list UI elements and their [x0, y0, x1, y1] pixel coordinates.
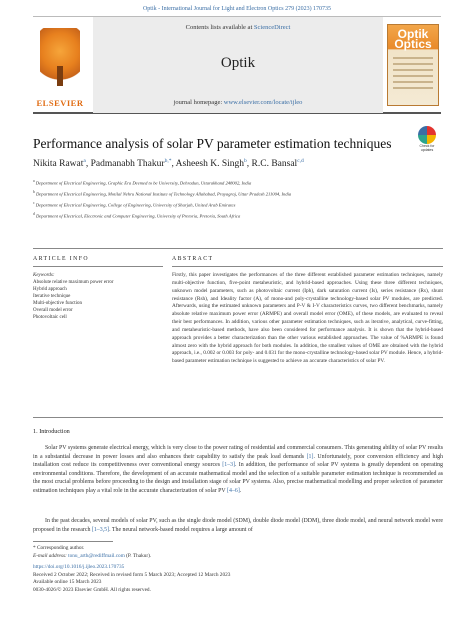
journal-header — [33, 16, 441, 114]
author-affil-mark[interactable]: a — [83, 158, 86, 164]
abstract-text: Firstly, this paper investigates the performances of the three different established parameter estimation techniques, namely multi-objective function, five-point metaheuristic, and hybrid-based approaches. Using these three different techniques, unknown model parameters, such as photovoltaic current (Iph), dark saturation current (Is), series resistance (Rs), shunt resistance (Rsh), and Ideality factor (A), of mono-and poly-crystalline technology-based solar PV modules, are predicted. Afterwards, using the estimated unknown parameters and P-V & I-V characteristics curves, two different benchmarks, namely absolute relative maximum power error (ARMPE) and overall model error (OME), of these models, are evaluated to reveal their best performances. In addition, various other parameter estimation techniques, such as iterative, analytical, curve-fitting, and metaheuristic-based methods, have also been considered for performance analysis. It is shown that the hybrid-based approach provides a better characterization than the other various established approaches. The value of %ARMPE is found almost zero with the hybrid approach for both modules. In addition, the smallest values of OME are obtained with the hybrid approach, i.e., 0.002 or 0.003 for poly- and 0.031 for the mono-crystalline technology-based solar PV module. Hence, a hybrid-based parameter estimation technique is suggested to achieve an accurate characteristics of solar PV. — [172, 272, 443, 365]
author-affil-mark[interactable]: b,* — [164, 158, 172, 164]
contents-line — [93, 24, 383, 31]
intro-paragraph-1 — [33, 444, 443, 496]
author-list: Nikita Rawat$^a$, Padmanabh Thakur$^{b,*}$, Asheesh K. Singh$^b$, R.C. Bansal$^{c,d}$ — [33, 158, 304, 170]
author-name[interactable]: Nikita Rawat — [33, 159, 84, 170]
affiliation-text: Department of Electrical Engineering, College of Engineering, University of Sharjah, United Arab Emirates — [35, 202, 236, 208]
affiliation-item — [33, 177, 443, 188]
divider-top — [33, 248, 443, 249]
homepage-prefix: journal homepage: — [173, 99, 224, 106]
affiliation-text: Department of Electrical Engineering, Motilal Nehru National Institute of Technology Allahabad, Prayagraj, Uttar Pradesh 211004, India — [35, 191, 292, 197]
introduction-heading: 1. Introduction — [33, 428, 70, 435]
author-name[interactable]: Padmanabh Thakur — [90, 159, 165, 170]
affiliation-mark: a — [33, 179, 35, 183]
crossmark-icon — [418, 126, 436, 144]
author-affil-mark[interactable]: c,d — [297, 158, 304, 164]
paragraph-text: Solar PV systems generate electrical energy, which is very close to the power rating of residential and commercial consumers. This generating ability of solar PV results in a substantial decrease in power losses and also enhances their capability to satisfy the peak load demands — [33, 445, 443, 460]
corresponding-author-note: * Corresponding author. — [33, 545, 85, 551]
keywords-block — [33, 272, 163, 321]
citation-link[interactable]: [1–3,5] — [91, 526, 110, 533]
citation-link[interactable]: [1] — [306, 453, 314, 460]
doi-link[interactable]: https://doi.org/10.1016/j.ijleo.2023.170735 — [33, 564, 125, 571]
affiliation-text: Department of Electrical Engineering, Graphic Era Deemed to be University, Dehradun, Uttarakhand 248002, India — [35, 180, 252, 186]
footnote-divider — [33, 541, 113, 542]
article-title: Performance analysis of solar PV parameter estimation techniques — [33, 136, 392, 151]
affiliation-item — [33, 188, 443, 199]
article-info-heading: ARTICLE INFO — [33, 256, 89, 262]
paragraph-text: . The neural network-based model requires a large amount of — [109, 526, 253, 533]
keyword-item: Hybrid approach — [33, 287, 67, 292]
affiliation-item — [33, 199, 443, 210]
paragraph-text: In the past decades, several models of solar PV, such as the single diode model (SDM), double diode model (DDM), three diode model, and neural network model were proposed in the research — [33, 518, 443, 533]
contents-prefix: Contents lists available at — [185, 24, 254, 31]
keyword-item: Iterative technique — [33, 294, 71, 299]
paragraph-text: . Unfortunately, poor conversion efficiency and high installation cost reduce its competitiveness over conventional energy sources — [33, 453, 443, 469]
email-label: E-mail address: — [33, 552, 69, 559]
author-name[interactable]: R.C. Bansal — [251, 159, 298, 170]
cover-text-lines — [393, 57, 433, 93]
citation-link[interactable]: [4–6] — [227, 487, 240, 494]
crossmark-badge[interactable] — [416, 126, 438, 152]
elsevier-wordmark: ELSEVIER — [36, 98, 84, 108]
received-dates: Received 2 October 2022; Received in revised form 5 March 2023; Accepted 12 March 2023 — [33, 571, 231, 578]
keyword-item: Photovoltaic cell — [33, 315, 67, 320]
sciencedirect-link[interactable]: ScienceDirect — [253, 24, 291, 31]
copyright-line: 0030-4026/© 2023 Elsevier GmbH. All rights reserved. — [33, 586, 151, 593]
homepage-line — [93, 99, 383, 106]
crossmark-label: Check for updates — [419, 144, 435, 152]
affiliation-list — [33, 177, 443, 221]
journal-reference[interactable]: Optik - International Journal for Light and Electron Optics 279 (2023) 170735 — [142, 6, 332, 12]
author-affil-mark[interactable]: b — [244, 158, 247, 164]
divider-info — [33, 266, 163, 267]
keyword-item: Multi-objective function — [33, 301, 83, 306]
email-suffix: (P. Thakur). — [124, 552, 152, 559]
divider-bottom — [33, 417, 443, 418]
homepage-link[interactable]: www.elsevier.com/locate/ijleo — [223, 99, 303, 106]
affiliation-mark: c — [33, 200, 35, 205]
tree-trunk — [57, 66, 63, 86]
journal-cover-image[interactable] — [387, 24, 439, 106]
keyword-item: Absolute relative maximum power error — [33, 280, 114, 285]
affiliation-mark: b — [33, 189, 35, 194]
affiliation-item — [33, 210, 443, 221]
email-line — [33, 553, 443, 561]
divider-abstract — [172, 266, 443, 267]
keyword-item: Overall model error — [33, 308, 73, 313]
affiliation-text: Department of Electrical, Electronic and Computer Engineering, University of Pretoria, Pretoria, South Africa — [35, 213, 241, 219]
footnotes — [33, 545, 443, 595]
paragraph-text: . — [239, 487, 242, 494]
email-link[interactable]: tonu_arth@rediffmail.com — [68, 552, 125, 559]
intro-paragraph-2 — [33, 517, 443, 534]
citation-link[interactable]: [1–3] — [222, 462, 236, 469]
author-name[interactable]: Asheesh K. Singh — [175, 159, 245, 170]
available-online: Available online 15 March 2023 — [33, 579, 102, 586]
cover-title: Optik Optics — [394, 27, 432, 51]
header-center-panel — [93, 17, 383, 113]
affiliation-mark: d — [33, 211, 35, 216]
abstract-heading: ABSTRACT — [172, 256, 214, 262]
journal-name: Optik — [220, 55, 256, 71]
elsevier-logo[interactable] — [35, 26, 85, 108]
paragraph-text: . In addition, the performance of solar PV systems is greatly dependent on operating environmental conditions. Therefore, the development of an accurate mathematical model and the selection of a suitable parameter estimation technique is recommended as the most crucial problems before proceeding to the design and installation stage of solar PV systems. Also, precise mathematical modelling and proper selection of parameter estimation techniques play a vital role in the accurate characterization of solar PV — [33, 462, 443, 494]
keywords-label: Keywords: — [33, 273, 55, 278]
